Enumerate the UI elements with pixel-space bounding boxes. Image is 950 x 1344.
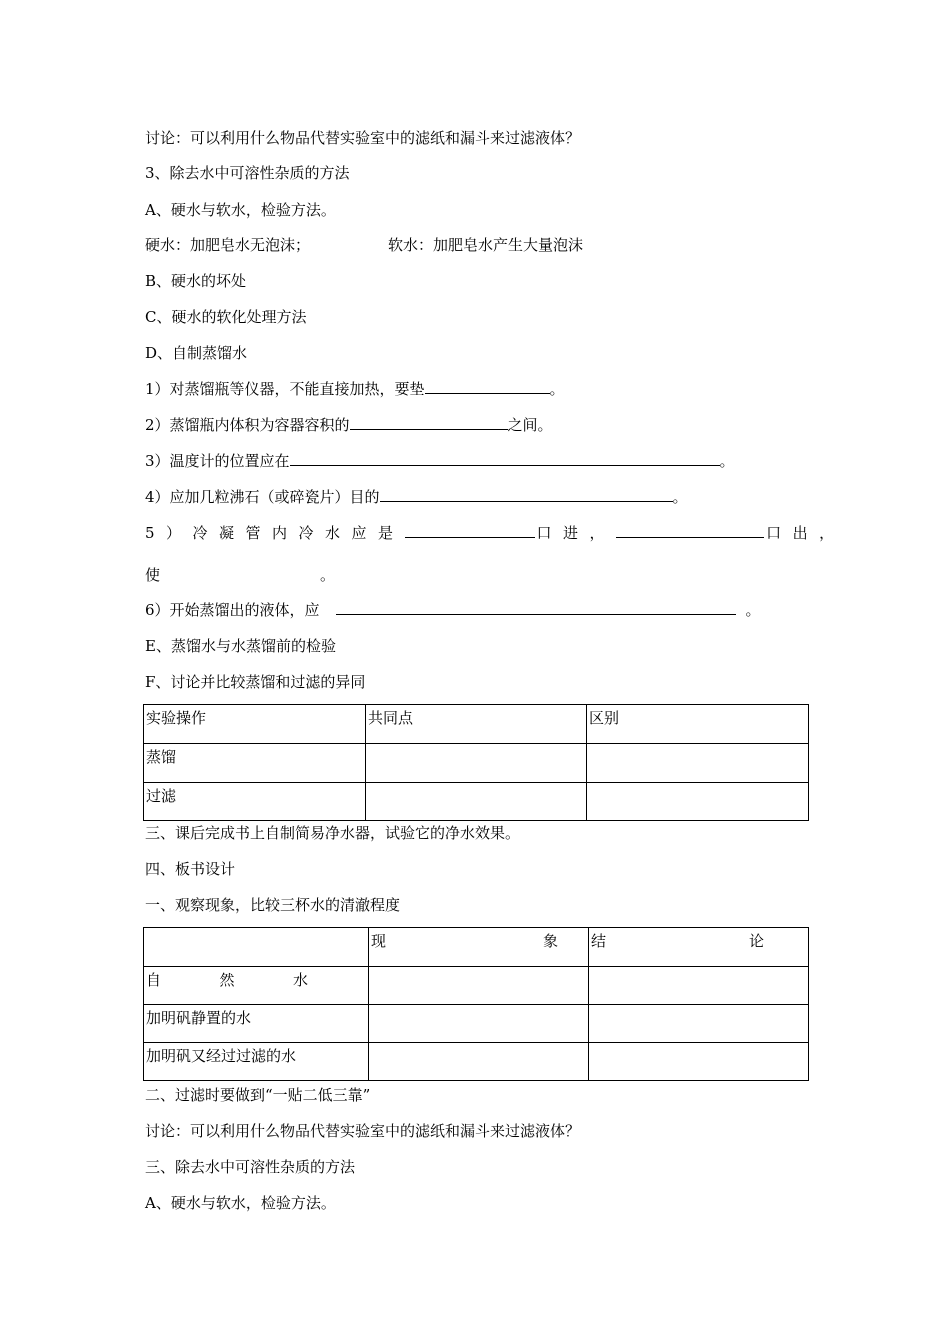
question-5-continued: [145, 565, 335, 585]
question-4-text: 4）应加几粒沸石（或碎瓷片）目的: [145, 488, 380, 506]
distill-filter-table: [143, 704, 809, 821]
question-4-end: 。: [672, 488, 688, 506]
header-conclusion: 结 论: [589, 928, 809, 967]
item-a: A、硬水与软水，检验方法。: [145, 1194, 336, 1212]
item-a: A、硬水与软水，检验方法。: [145, 201, 336, 219]
question-2: [145, 415, 553, 435]
water-clarity-table: [143, 927, 809, 1081]
discussion-line: 讨论：可以利用什么物品代替实验室中的滤纸和漏斗来过滤液体？: [145, 129, 581, 147]
question-6-text: 6）开始蒸馏出的液体，应: [145, 601, 320, 619]
row-label-natural-water: 自 然 水: [144, 967, 369, 1005]
header-difference: 区别: [587, 705, 809, 744]
hard-soft-line: [145, 235, 584, 255]
blank-3[interactable]: [290, 451, 720, 466]
question-1: [145, 379, 565, 399]
table-cell[interactable]: [366, 783, 587, 821]
row-label-distill: 蒸馏: [144, 744, 366, 783]
row-label-alum-settled: 加明矾静置的水: [144, 1005, 369, 1043]
question-5-out: 口出，: [766, 524, 846, 542]
table-cell[interactable]: [587, 744, 809, 783]
table-header-row: [144, 705, 809, 744]
question-2-end: 之间。: [507, 416, 553, 434]
blank-5b[interactable]: [616, 523, 764, 538]
table-row: [144, 1005, 809, 1043]
question-3: [145, 451, 735, 471]
question-3-end: 。: [719, 452, 735, 470]
hard-water-text: 硬水：加肥皂水无泡沫；: [145, 236, 311, 254]
blank-2[interactable]: [350, 415, 508, 430]
question-2-text: 2）蒸馏瓶内体积为容器容积的: [145, 416, 350, 434]
question-4: [145, 487, 688, 507]
observe-heading: 一、观察现象，比较三杯水的清澈程度: [145, 896, 401, 914]
table-cell[interactable]: [369, 1043, 589, 1081]
section-heading: 三、除去水中可溶性杂质的方法: [145, 1158, 356, 1176]
table-cell[interactable]: [587, 783, 809, 821]
item-f: F、讨论并比较蒸馏和过滤的异同: [145, 673, 366, 691]
item-d: D、自制蒸馏水: [145, 344, 248, 362]
row-label-filter: 过滤: [144, 783, 366, 821]
question-5-end: 。: [320, 566, 336, 584]
question-5: [145, 523, 846, 543]
table-cell[interactable]: [369, 1005, 589, 1043]
question-5-in: 口进，: [536, 524, 617, 542]
blank-5a[interactable]: [405, 523, 535, 538]
section-heading: 3、除去水中可溶性杂质的方法: [145, 164, 350, 182]
question-5-text: 5）冷凝管内冷水应是: [145, 524, 405, 542]
table-row: [144, 783, 809, 821]
board-design-heading: 四、板书设计: [145, 860, 236, 878]
item-e: E、蒸馏水与水蒸馏前的检验: [145, 637, 336, 655]
blank-6[interactable]: [336, 600, 736, 615]
question-3-text: 3）温度计的位置应在: [145, 452, 290, 470]
table-cell[interactable]: [589, 967, 809, 1005]
header-common: 共同点: [366, 705, 587, 744]
table-cell: [144, 928, 369, 967]
question-1-text: 1）对蒸馏瓶等仪器，不能直接加热，要垫: [145, 380, 425, 398]
table-cell[interactable]: [589, 1005, 809, 1043]
table-row: [144, 967, 809, 1005]
table-row: [144, 1043, 809, 1081]
table-cell[interactable]: [589, 1043, 809, 1081]
question-6: [145, 600, 761, 620]
after-class-line: 三、课后完成书上自制简易净水器，试验它的净水效果。: [145, 824, 521, 842]
row-label-alum-filtered: 加明矾又经过过滤的水: [144, 1043, 369, 1081]
item-b: B、硬水的坏处: [145, 272, 247, 290]
soft-water-text: 软水：加肥皂水产生大量泡沫: [388, 236, 584, 254]
blank-4[interactable]: [380, 487, 673, 502]
filter-rule-line: 二、过滤时要做到“一贴二低三靠”: [145, 1086, 371, 1104]
item-c: C、硬水的软化处理方法: [145, 308, 307, 326]
question-1-end: 。: [549, 380, 565, 398]
table-header-row: [144, 928, 809, 967]
table-row: [144, 744, 809, 783]
question-5-make: 使: [145, 566, 161, 584]
discussion-line: 讨论：可以利用什么物品代替实验室中的滤纸和漏斗来过滤液体？: [145, 1122, 581, 1140]
header-phenomenon: 现 象: [369, 928, 589, 967]
question-6-end: 。: [745, 601, 761, 619]
header-operation: 实验操作: [144, 705, 366, 744]
blank-1[interactable]: [425, 379, 550, 394]
table-cell[interactable]: [369, 967, 589, 1005]
table-cell[interactable]: [366, 744, 587, 783]
